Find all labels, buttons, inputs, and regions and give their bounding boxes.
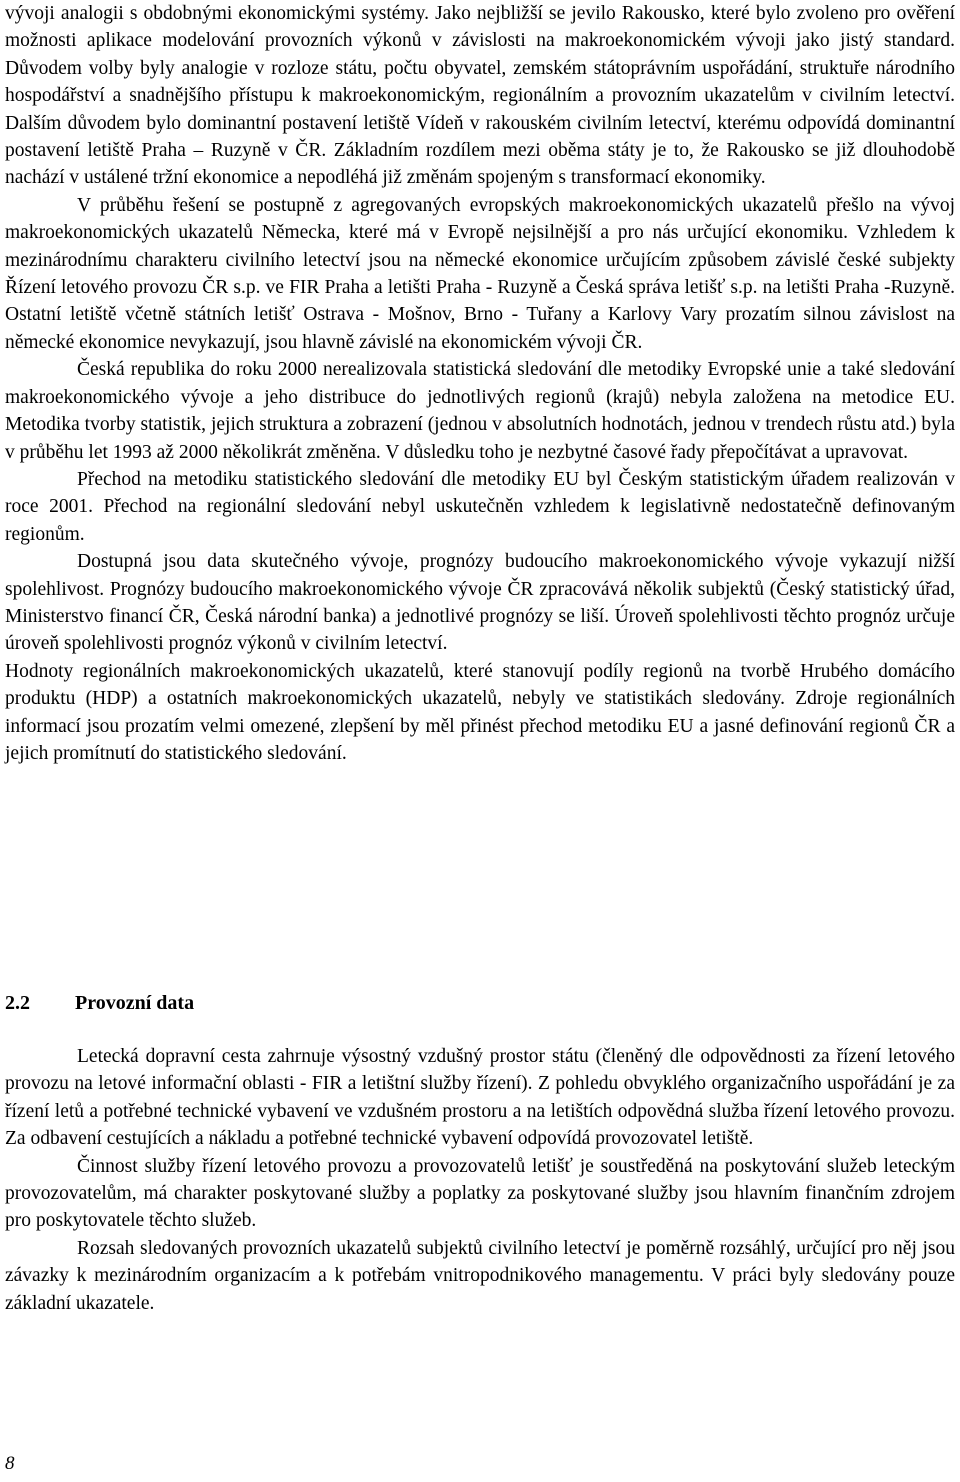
paragraph-2-2: Činnost služby řízení letového provozu a provozovatelů letišť je soustředěná na poskytování služeb leteckým provozovatelům, má charakter poskytované služby a poplatky za poskytované služby jsou hlavním finančním zdrojem pro poskytovatele těchto služeb. [5,1155,955,1232]
paragraph-1-3: Česká republika do roku 2000 nerealizovala statistická sledování dle metodiky Evropské unie a také sledování makroekonomického vývoje a jeho distribuce do jednotlivých regionů (krajů) nebyla založena na metodice EU. Metodika tvorby statistik, jejich struktura a zobrazení (jednou v absolutních hodnotách, jednou v trendech růstu atd.) byla v průběhu let 1993 až 2000 několikrát změněna. V důsledku toho je nezbytné časové řady přepočítávat a upravovat. [5,359,955,463]
section-1-body [5,0,955,767]
paragraph-1-2: V průběhu řešení se postupně z agregovaných evropských makroekonomických ukazatelů přešlo na vývoj makroekonomických ukazatelů Německa, které má v Evropě nejsilnější a pro nás určující ekonomiku. Vzhledem k mezinárodnímu charakteru civilního letectví jsou na německé ekonomice určujícím způsobem závislé české subjekty Řízení letového provozu ČR s.p. ve FIR Praha a letišti Praha - Ruzyně a Česká správa letišť s.p. na letišti Praha -Ruzyně. Ostatní letiště včetně státních letišť Ostrava - Mošnov, Brno - Tuřany a Karlovy Vary prozatím silnou závislost na německé ekonomice nevykazují, jsou hlavně závislé na ekonomickém vývoji ČR. [5,194,955,353]
paragraph-1-4: Přechod na metodiku statistického sledování dle metodiky EU byl Českým statistickým úřadem realizován v roce 2001. Přechod na regionální sledování nebyl uskutečněn vzhledem k legislativně nedostatečně definovaným regionům. [5,468,955,545]
paragraph-1-5: Dostupná jsou data skutečného vývoje, prognózy budoucího makroekonomického vývoje vykazují nižší spolehlivost. Prognózy budoucího makroekonomického vývoje ČR zpracovává několik subjektů (Český statistický úřad, Ministerstvo financí ČR, Česká národní banka) a jednotlivé prognózy se liší. Úroveň spolehlivosti těchto prognóz určuje úroveň spolehlivosti prognóz výkonů v civilním letectví. [5,551,955,655]
section-2-body [5,1043,955,1317]
section-title: Provozní data [75,992,195,1014]
paragraph-1-1: vývoji analogii s obdobnými ekonomickými systémy. Jako nejbližší se jevilo Rakousko, které bylo zvoleno pro ověření možnosti aplikace modelování provozních výkonů v závislosti na makroekonomickém vývoji jako jistý standard. Důvodem volby byly analogie v rozloze státu, počtu obyvatel, zemském státoprávním uspořádání, struktuře národního hospodářství a snadnějšího přístupu k makroekonomickým, regionálním a provozním ukazatelům v civilním letectví. Dalším důvodem bylo dominantní postavení letiště Vídeň v rakouském civilním letectví, kterému odpovídá dominantní postavení letiště Praha – Ruzyně v ČR. Základním rozdílem mezi oběma státy je to, že Rakousko se již dlouhodobě nachází v ustálené tržní ekonomice a nepodléhá již změnám spojeným s transformací ekonomiky. [5,3,955,189]
paragraph-2-3: Rozsah sledovaných provozních ukazatelů subjektů civilního letectví je poměrně rozsáhlý, určující pro něj jsou závazky k mezinárodním organizacím a k potřebám vnitropodnikového managementu. V práci byly sledovány pouze základní ukazatele. [5,1237,955,1314]
page-number: 8 [5,1453,15,1474]
paragraph-2-1: Letecká dopravní cesta zahrnuje výsostný vzdušný prostor státu (členěný dle odpovědnosti za řízení letového provozu na letové informační oblasti - FIR a letištní služby řízení). Z pohledu obvyklého organizačního uspořádání je za řízení letů a potřebné technické vybavení ve vzdušném prostoru a na letištích odpovědná služba řízení letového provozu. Za odbavení cestujících a nákladu a potřebné technické vybavení odpovídá provozovatel letiště. [5,1046,955,1150]
paragraph-1-6: Hodnoty regionálních makroekonomických ukazatelů, které stanovují podíly regionů na tvorbě Hrubého domácího produktu (HDP) a ostatních makroekonomických ukazatelů, nebyly ve statistikách sledovány. Zdroje regionálních informací jsou prozatím velmi omezené, zlepšení by měl přinést přechod metodiku EU a jasné definování regionů ČR a jejich promítnutí do statistického sledování. [5,660,955,764]
section-number: 2.2 [5,992,30,1014]
section-heading [5,990,955,1017]
